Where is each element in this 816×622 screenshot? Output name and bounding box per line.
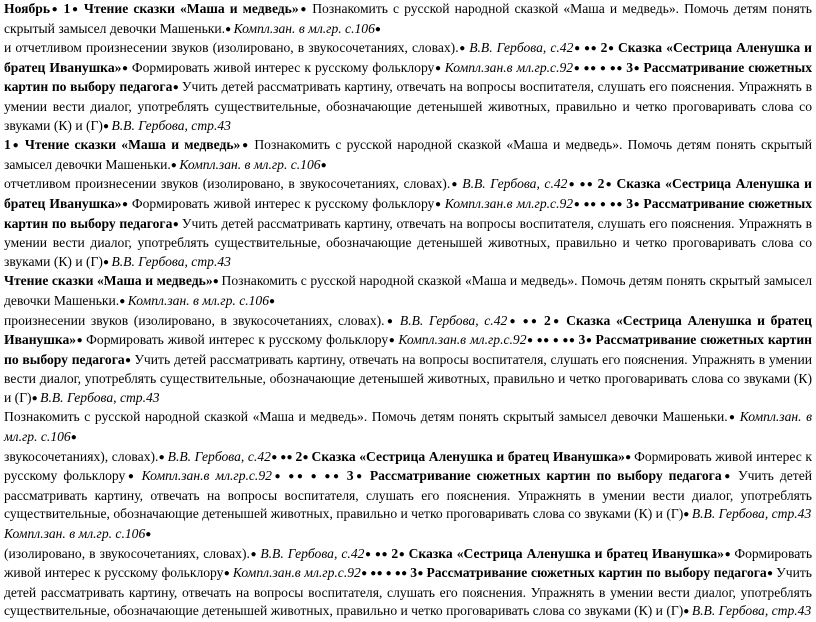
bold-text: 2 xyxy=(544,312,551,328)
bullet-marker: ● xyxy=(50,4,64,15)
paragraph-9 xyxy=(4,525,812,545)
bullet-marker: ● xyxy=(121,198,132,210)
bold-text: Рассматривание сюжетных картин по выбору педагога xyxy=(426,565,767,581)
bullet-marker: ● xyxy=(721,471,738,483)
bold-text: Чтение сказки «Маша и медведь» xyxy=(83,1,299,16)
bullet-marker: ● ●● xyxy=(573,43,601,55)
bullet-marker: ● xyxy=(434,62,445,74)
bullet-marker: ● xyxy=(225,23,234,35)
body-text: Учить детей рассматривать картину, отвечать на вопросы воспитателя, слушать его пояснения. Упражнять в умении вести диалог, употреблять существительные, обозначающие детенышей животных, правильно и четко проговаривать слова со звуками (К) и (Г) xyxy=(4,79,812,133)
bold-text: Ноябрь xyxy=(4,1,51,16)
italic-reference: В.В. Гербова, с.42 xyxy=(260,545,365,561)
bullet-marker: ● xyxy=(766,568,777,580)
bold-text: Чтение сказки «Маша и медведь» xyxy=(24,137,241,153)
bold-text: 3 xyxy=(410,565,418,581)
bullet-marker: ● xyxy=(550,315,567,327)
paragraph-8 xyxy=(4,448,812,525)
paragraph-10 xyxy=(4,545,812,622)
bullet-marker: ● xyxy=(585,335,596,347)
body-text: Формировать живой интерес к русскому фольклору xyxy=(4,448,813,484)
bullet-marker: ● ●● ● ●● xyxy=(573,62,627,74)
bullet-marker: ● xyxy=(158,451,168,463)
bullet-marker: ● xyxy=(70,432,77,444)
bullet-marker: ● xyxy=(212,276,222,288)
bullet-marker: ● xyxy=(170,159,180,171)
body-text: Формировать живой интерес к русскому фольклору xyxy=(131,59,435,75)
bullet-marker: ● ●● ● ●● xyxy=(526,335,579,347)
bold-text: Сказка «Сестрица Аленушка и братец Иванушка» xyxy=(311,448,625,464)
body-text: Учить детей рассматривать картину, отвечать на вопросы воспитателя, слушать его пояснения. Упражнять в умении вести диалог, употреблять существительные, обозначающие детенышей животных, правильно и четко проговаривать слова со звуками (К) и (Г) xyxy=(4,565,813,619)
body-text: Познакомить с русской народной сказкой «Маша и медведь». Помочь детям понять скрытый замысел девочки Машеньки. xyxy=(4,409,728,425)
bullet-marker: ● xyxy=(683,509,692,521)
bullet-marker: ● xyxy=(125,471,142,483)
body-text: Учить детей рассматривать картину, отвечать на вопросы воспитателя, слушать его пояснения. Упражнять в умении вести диалог, употреблять существительные, обозначающие детенышей животных, правильно и четко проговаривать слова со звуками (К) и (Г) xyxy=(4,351,812,405)
italic-reference: Компл.зан.в мл.гр.с.92 xyxy=(444,59,574,75)
bullet-marker: ● ●● xyxy=(364,548,392,560)
italic-reference: В.В. Гербова, стр.43 xyxy=(691,506,812,522)
bullet-marker: ● xyxy=(604,179,617,191)
bullet-marker: ● xyxy=(417,568,427,580)
bold-text: Рассматривание сюжетных картин по выбору педагога xyxy=(4,332,813,367)
body-text: Формировать живой интерес к русскому фольклору xyxy=(131,195,435,211)
bold-text: 1 xyxy=(4,137,11,153)
bullet-marker: ● xyxy=(145,529,152,541)
bullet-marker: ● xyxy=(353,471,370,483)
bold-text: Сказка «Сестрица Аленушка и братец Иванушка» xyxy=(408,545,724,561)
italic-reference: В.В. Гербова, с.42 xyxy=(167,448,271,464)
bullet-marker: ● xyxy=(76,335,87,347)
italic-reference: В.В. Гербова, с.42 xyxy=(399,312,508,328)
bullet-marker: ● xyxy=(102,256,112,268)
body-text: Познакомить с русской народной сказкой «Маша и медведь». Помочь детям понять скрытый замысел девочки Машеньки. xyxy=(4,273,812,308)
bullet-marker: ● xyxy=(607,43,618,55)
paragraph-6 xyxy=(4,312,812,409)
body-text: Формировать живой интерес к русскому фольклору xyxy=(4,545,813,581)
paragraph-2 xyxy=(4,39,812,136)
bullet-marker: ● xyxy=(434,198,445,210)
bullet-marker: ● xyxy=(374,23,381,35)
body-text: отчетливом произнесении звуков (изолировано, в звукосочетаниях, словах). xyxy=(4,176,451,192)
paragraph-1 xyxy=(4,0,812,39)
body-text: Познакомить с русской народной сказкой «Маша и медведь». Помочь детям понять скрытый замысел девочки Машеньки. xyxy=(4,137,812,172)
italic-reference: В.В. Гербова, с.42 xyxy=(462,176,568,192)
bullet-marker: ● ●● ● ●● xyxy=(573,198,627,210)
bullet-marker: ● xyxy=(458,43,470,55)
bullet-marker: ● xyxy=(70,4,84,15)
bold-text: 1 xyxy=(63,1,71,16)
body-text: Учить детей рассматривать картину, отвечать на вопросы воспитателя, слушать его пояснения. Упражнять в умении вести диалог, употреблять существительные, обозначающие детенышей животных, правильно и четко проговаривать слова со звуками (К) и (Г) xyxy=(4,468,813,522)
paragraph-7 xyxy=(4,408,812,447)
italic-reference: В.В. Гербова, стр.43 xyxy=(111,117,231,133)
bold-text: Рассматривание сюжетных картин по выбору педагога xyxy=(369,468,722,484)
bullet-marker: ● xyxy=(298,4,313,15)
bullet-marker: ● xyxy=(102,120,112,132)
bullet-marker: ● xyxy=(388,335,399,347)
bullet-marker: ● xyxy=(121,62,132,74)
bold-text: Рассматривание сюжетных картин по выбору педагога xyxy=(4,195,812,231)
italic-reference: Компл.зан. в мл.гр. с.106 xyxy=(4,409,812,445)
bold-text: 3 xyxy=(626,59,633,75)
bullet-marker: ● xyxy=(172,218,182,230)
italic-reference: Компл.зан. в мл.гр. с.106 xyxy=(4,526,146,542)
bold-text: 2 xyxy=(600,40,608,56)
bold-text: Сказка «Сестрица Аленушка и братец Иванушка» xyxy=(4,312,812,348)
bold-text: Чтение сказки «Маша и медведь» xyxy=(4,273,213,289)
italic-reference: Компл.зан.в мл.гр.с.92 xyxy=(398,332,527,348)
bullet-marker: ● xyxy=(723,548,735,560)
paragraph-5 xyxy=(4,272,812,311)
italic-reference: Компл.зан.в мл.гр.с.92 xyxy=(141,468,272,484)
bullet-marker: ● xyxy=(624,451,635,463)
body-text: и отчетливом произнесении звуков (изолировано, в звукосочетаниях, словах). xyxy=(4,40,459,56)
italic-reference: Компл.зан. в мл.гр. с.106 xyxy=(127,292,270,308)
bullet-marker: ● xyxy=(240,140,255,152)
bullet-marker: ● xyxy=(727,412,740,424)
bold-text: Сказка «Сестрица Аленушка и братец Иванушка» xyxy=(4,40,813,75)
bullet-marker: ● xyxy=(320,159,327,171)
bullet-marker: ● ●● xyxy=(507,315,545,327)
italic-reference: Компл.зан. в мл.гр. с.106 xyxy=(179,156,321,172)
bold-text: Сказка «Сестрица Аленушка и братец Иванушка» xyxy=(4,176,813,211)
body-text: Учить детей рассматривать картину, отвечать на вопросы воспитателя, слушать его пояснения. Упражнять в умении вести диалог, употреблять существительные, обозначающие детенышей животных, правильно и четко проговаривать слова со звуками (К) и (Г) xyxy=(4,215,812,269)
bold-text: Рассматривание сюжетных картин по выбору педагога xyxy=(4,59,812,95)
bullet-marker: ● xyxy=(398,548,409,560)
italic-reference: В.В. Гербова, с.42 xyxy=(469,40,574,56)
paragraph-4 xyxy=(4,175,812,272)
bullet-marker: ● xyxy=(124,354,135,366)
bullet-marker: ● xyxy=(31,392,41,404)
italic-reference: В.В. Гербова, стр.43 xyxy=(40,389,160,405)
body-text: Познакомить с русской народной сказкой «Маша и медведь». Помочь детям понять скрытый замысел девочки Машеньки. xyxy=(4,1,812,36)
bullet-marker: ● ●● ● ●● xyxy=(271,471,347,483)
bullet-marker: ● ●● xyxy=(270,451,296,463)
bullet-marker: ● xyxy=(384,315,400,327)
body-text: (изолировано, в звукосочетаниях, словах). xyxy=(4,545,250,561)
bullet-marker: ● xyxy=(632,62,644,74)
bullet-marker: ● xyxy=(172,82,182,94)
bold-text: 2 xyxy=(295,448,303,464)
bullet-marker: ● xyxy=(10,140,25,152)
bullet-marker: ● xyxy=(683,606,692,618)
bold-text: 2 xyxy=(391,545,399,561)
bullet-marker: ● xyxy=(450,179,463,191)
bullet-marker: ● ●● xyxy=(567,179,598,191)
body-text: Формировать живой интерес к русскому фольклору xyxy=(86,332,389,348)
body-text: звукосочетаниях), словах). xyxy=(4,448,159,464)
bullet-marker: ● xyxy=(269,295,276,307)
italic-reference: Компл.зан.в мл.гр.с.92 xyxy=(232,565,361,581)
bullet-marker: ● xyxy=(632,198,644,210)
bullet-marker: ● xyxy=(249,548,261,560)
bullet-marker: ● xyxy=(119,295,128,307)
paragraph-3 xyxy=(4,136,812,175)
bold-text: 3 xyxy=(626,195,633,211)
italic-reference: Компл.зан.в мл.гр.с.92 xyxy=(444,195,574,211)
bullet-marker: ● ●● ● ●● xyxy=(360,568,411,580)
italic-reference: Компл.зан. в мл.гр. с.106 xyxy=(233,20,375,36)
italic-reference: В.В. Гербова, стр.43 xyxy=(691,603,812,619)
bold-text: 3 xyxy=(346,468,354,484)
italic-reference: В.В. Гербова, стр.43 xyxy=(111,253,231,269)
bullet-marker: ● xyxy=(223,568,233,580)
bullet-marker: ● xyxy=(302,451,312,463)
bold-text: 3 xyxy=(578,332,586,348)
bold-text: 2 xyxy=(597,176,605,192)
body-text: произнесении звуков (изолировано, в звукосочетаниях, словах). xyxy=(4,312,385,328)
